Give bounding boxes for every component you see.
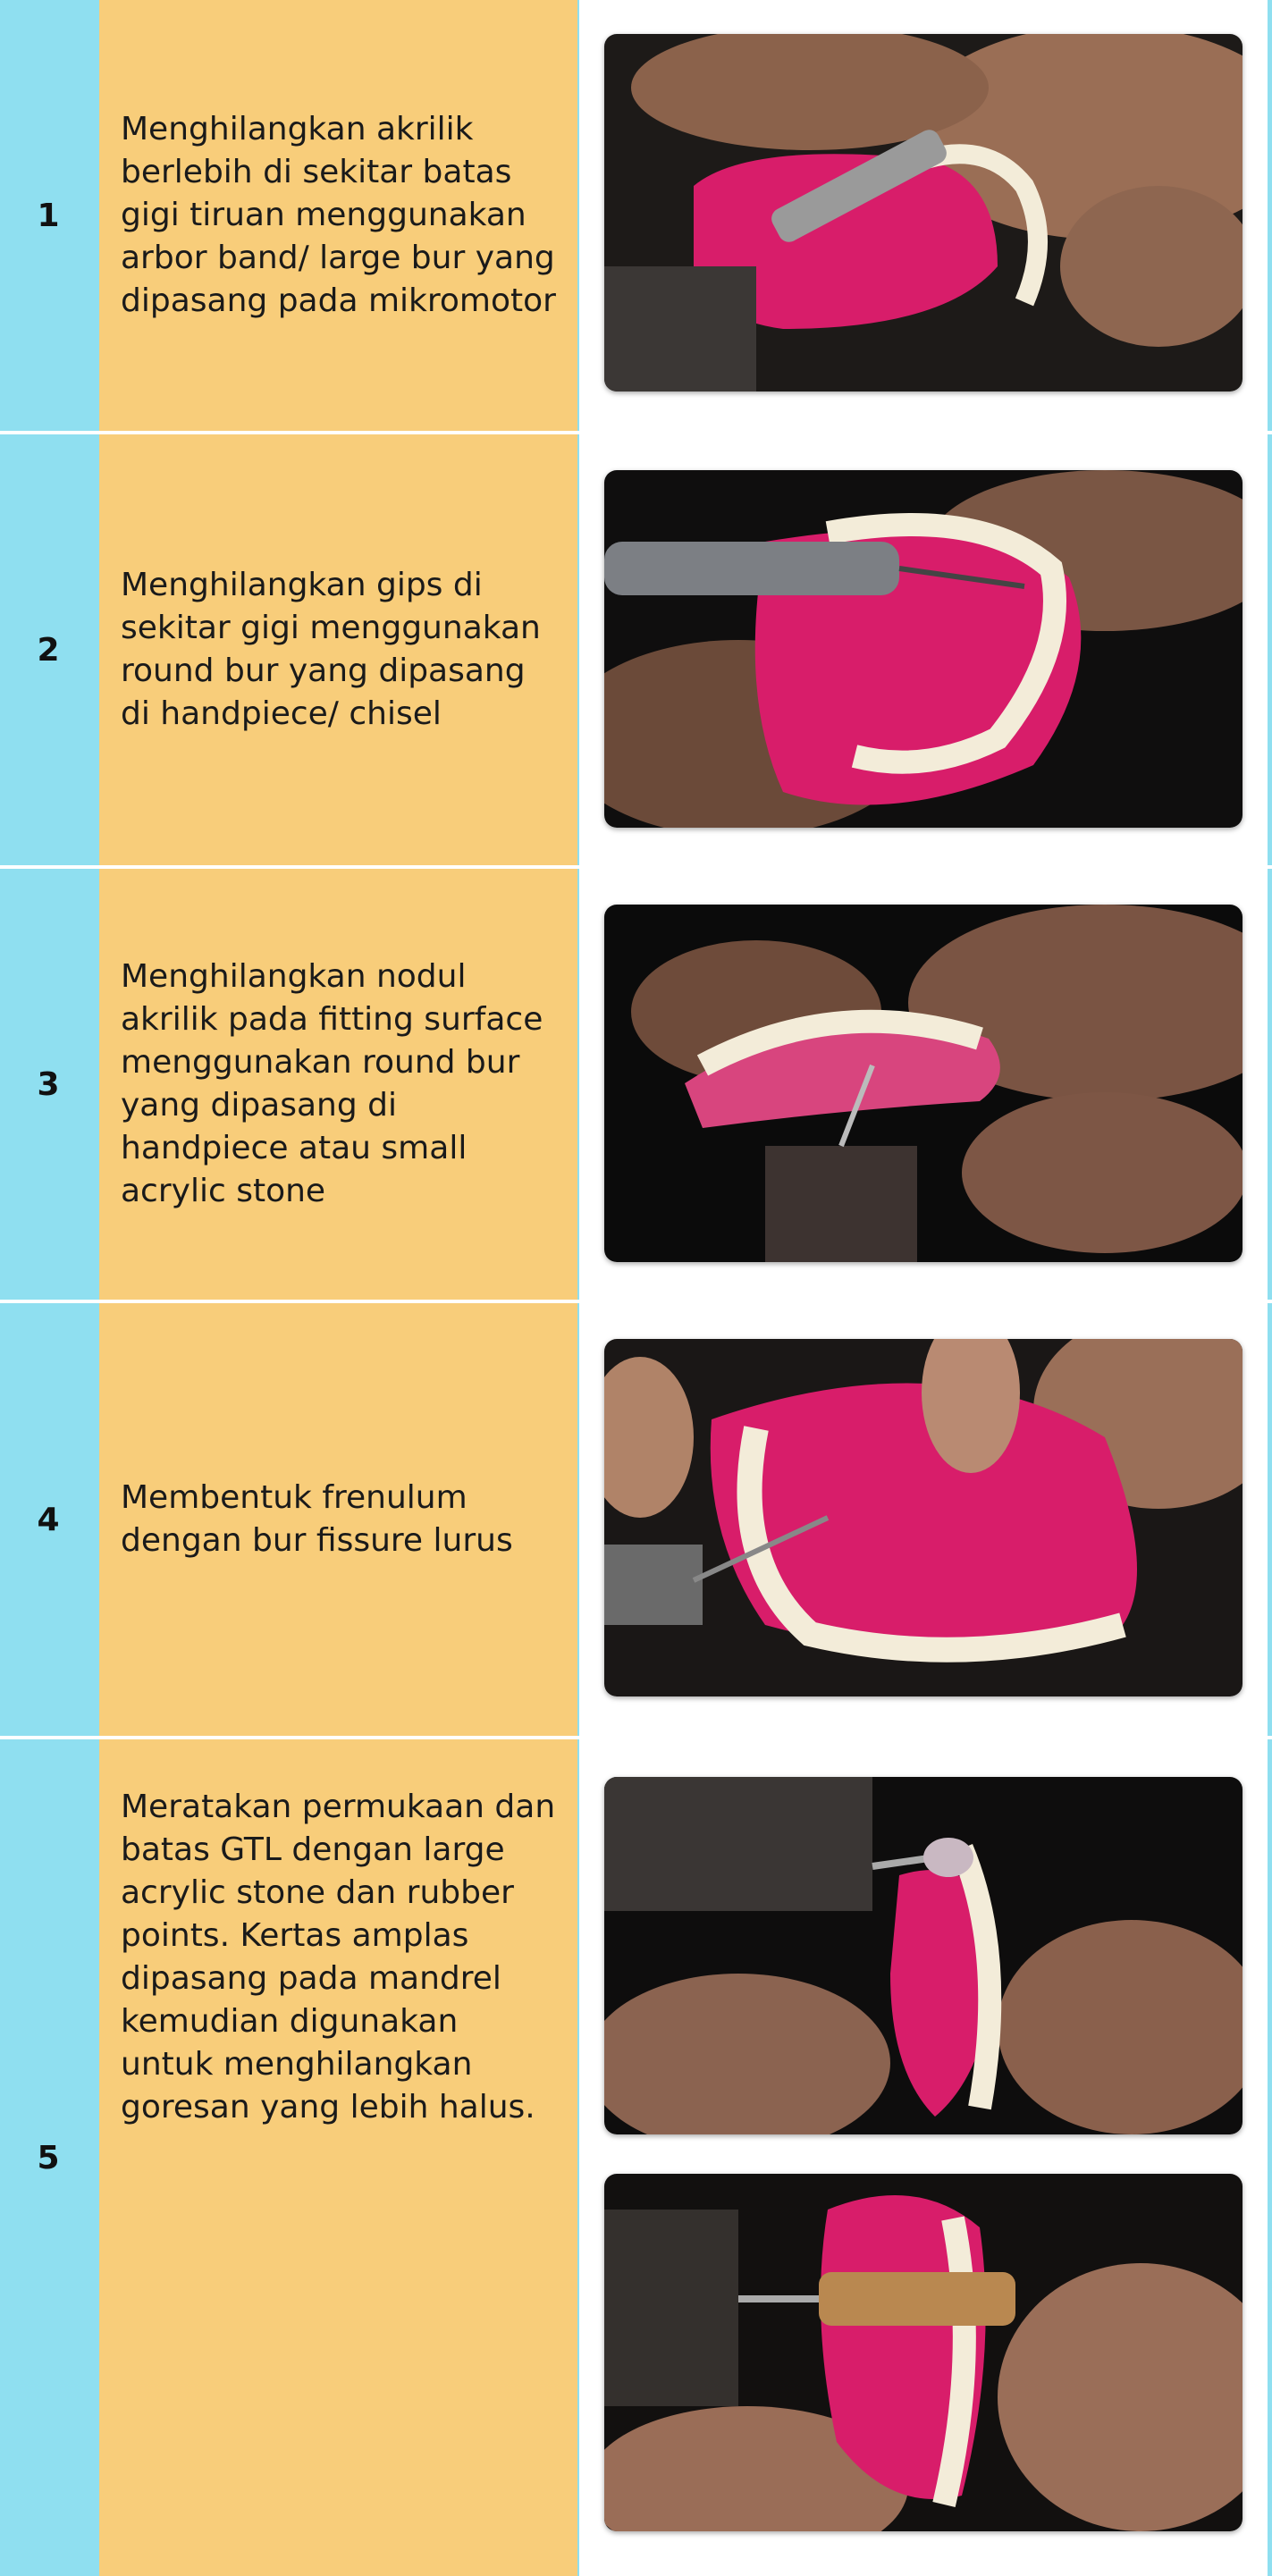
step-description: Menghilangkan gips di sekitar gigi menggunakan round bur yang dipasang di handpiece/ chisel [99, 434, 577, 865]
step-photo [604, 2174, 1243, 2531]
step-images [579, 0, 1268, 431]
sandpaper-mandrel-photo-image [604, 2174, 1243, 2531]
step-number: 5 [0, 1739, 97, 2576]
step-number: 3 [0, 869, 97, 1300]
step-photo [604, 1777, 1243, 2134]
step-images [579, 434, 1268, 865]
step-row-5 [0, 1739, 1272, 2576]
step-number: 4 [0, 1303, 97, 1736]
removing-nodules-photo-image [604, 905, 1243, 1262]
step-row-4 [0, 1303, 1272, 1736]
step-photo [604, 905, 1243, 1262]
step-row-1 [0, 0, 1272, 431]
step-description: Membentuk frenulum dengan bur fissure lurus [99, 1303, 577, 1736]
step-images [579, 1739, 1268, 2576]
shaping-frenulum-photo-image [604, 1339, 1243, 1696]
step-row-3 [0, 869, 1272, 1300]
step-row-2 [0, 434, 1272, 865]
step-images [579, 1303, 1268, 1736]
smoothing-stone-photo-image [604, 1777, 1243, 2134]
trimming-acrylic-photo-image [604, 34, 1243, 391]
step-number: 1 [0, 0, 97, 431]
removing-plaster-photo-image [604, 470, 1243, 828]
step-number: 2 [0, 434, 97, 865]
step-photo [604, 470, 1243, 828]
step-description: Menghilangkan nodul akrilik pada fitting surface menggunakan round bur yang dipasang di handpiece atau small acrylic stone [99, 869, 577, 1300]
step-photo [604, 1339, 1243, 1696]
step-description: Meratakan permukaan dan batas GTL dengan large acrylic stone dan rubber points. Kertas amplas dipasang pada mandrel kemudian digunakan untuk menghilangkan goresan yang lebih halus. [99, 1739, 577, 2576]
step-description: Menghilangkan akrilik berlebih di sekitar batas gigi tiruan menggunakan arbor band/ large bur yang dipasang pada mikromotor [99, 0, 577, 431]
step-photo [604, 34, 1243, 391]
step-images [579, 869, 1268, 1300]
